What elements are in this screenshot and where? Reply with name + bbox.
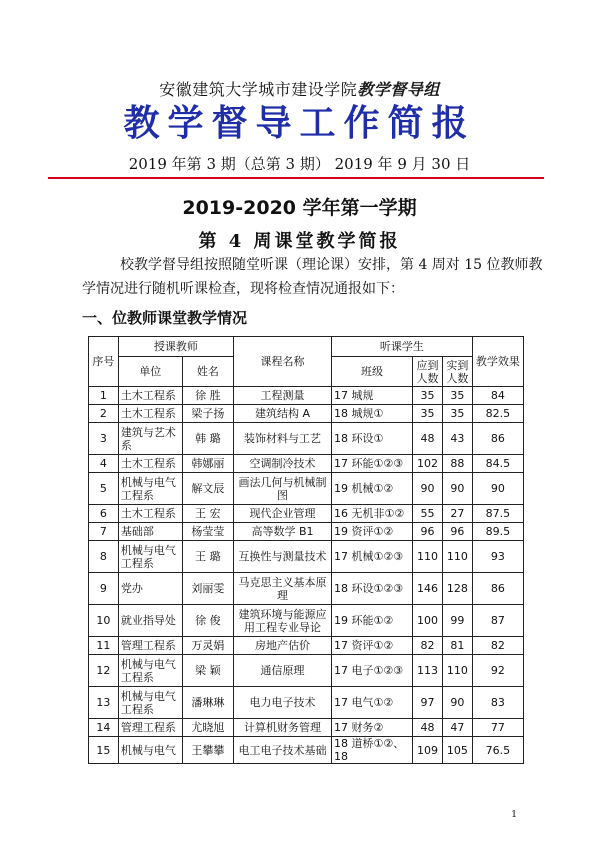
- cell-name: 韩娜丽: [182, 455, 233, 473]
- th-seq: 序号: [89, 337, 119, 387]
- cell-actual: 90: [442, 473, 472, 505]
- cell-seq: 5: [89, 473, 119, 505]
- cell-expected: 35: [413, 387, 443, 405]
- cell-effect: 86: [472, 573, 523, 605]
- cell-name: 王 宏: [182, 505, 233, 523]
- cell-actual: 47: [442, 719, 472, 737]
- cell-effect: 87.5: [472, 505, 523, 523]
- th-teacher: 授课教师: [118, 337, 233, 357]
- group-name: 教学督导组: [357, 80, 440, 99]
- table-row: [89, 687, 524, 719]
- cell-unit: 土木工程系: [118, 405, 182, 423]
- cell-seq: 2: [89, 405, 119, 423]
- cell-unit: 机械与电气工程系: [118, 687, 182, 719]
- table-row: [89, 523, 524, 541]
- cell-effect: 84.5: [472, 455, 523, 473]
- cell-seq: 9: [89, 573, 119, 605]
- cell-course: 互换性与测量技术: [233, 541, 331, 573]
- cell-seq: 6: [89, 505, 119, 523]
- cell-class: 18 道桥①②、18: [332, 737, 413, 764]
- cell-class: 17 电子①②③: [332, 655, 413, 687]
- intro-paragraph: 校教学督导组按照随堂听课（理论课）安排，第 4 周对 15 位教师教学情况进行随机听课检查，现将检查情况通报如下：: [82, 257, 543, 297]
- cell-course: 现代企业管理: [233, 505, 331, 523]
- cell-expected: 100: [413, 605, 443, 637]
- cell-actual: 90: [442, 687, 472, 719]
- table-row: [89, 605, 524, 637]
- cell-class: 17 资评①②: [332, 637, 413, 655]
- cell-seq: 10: [89, 605, 119, 637]
- cell-unit: 土木工程系: [118, 455, 182, 473]
- cell-class: 16 无机非①②: [332, 505, 413, 523]
- cell-class: 19 机械①②: [332, 473, 413, 505]
- issue-line: 2019 年第 3 期（总第 3 期） 2019 年 9 月 30 日: [128, 155, 471, 173]
- cell-expected: 146: [413, 573, 443, 605]
- cell-course: 马克思主义基本原理: [233, 573, 331, 605]
- cell-effect: 92: [472, 655, 523, 687]
- cell-effect: 83: [472, 687, 523, 719]
- th-course: 课程名称: [233, 337, 331, 387]
- cell-actual: 110: [442, 655, 472, 687]
- cell-seq: 8: [89, 541, 119, 573]
- table-row: [89, 637, 524, 655]
- cell-class: 17 财务②: [332, 719, 413, 737]
- cell-name: 解文辰: [182, 473, 233, 505]
- cell-course: 计算机财务管理: [233, 719, 331, 737]
- cell-course: 画法几何与机械制图: [233, 473, 331, 505]
- cell-expected: 97: [413, 687, 443, 719]
- table-row: [89, 541, 524, 573]
- cell-actual: 88: [442, 455, 472, 473]
- cell-name: 杨莹莹: [182, 523, 233, 541]
- cell-name: 万灵娟: [182, 637, 233, 655]
- cell-name: 尤晓旭: [182, 719, 233, 737]
- cell-name: 梁 颖: [182, 655, 233, 687]
- section-heading: 一、位教师课堂教学情况: [82, 309, 248, 327]
- table-row: [89, 473, 524, 505]
- table-row: [89, 455, 524, 473]
- cell-name: 刘丽雯: [182, 573, 233, 605]
- cell-expected: 90: [413, 473, 443, 505]
- cell-unit: 机械与电气: [118, 737, 182, 764]
- cell-course: 建筑结构 A: [233, 405, 331, 423]
- cell-course: 建筑环境与能源应用工程专业导论: [233, 605, 331, 637]
- th-unit: 单位: [118, 357, 182, 387]
- cell-seq: 4: [89, 455, 119, 473]
- page-number: 1: [511, 810, 517, 820]
- cell-course: 装饰材料与工艺: [233, 423, 331, 455]
- cell-unit: 就业指导处: [118, 605, 182, 637]
- cell-unit: 基础部: [118, 523, 182, 541]
- cell-seq: 12: [89, 655, 119, 687]
- cell-unit: 建筑与艺术系: [118, 423, 182, 455]
- cell-effect: 82.5: [472, 405, 523, 423]
- cell-effect: 87: [472, 605, 523, 637]
- cell-course: 工程测量: [233, 387, 331, 405]
- doc-heading-semester: 2019-2020 学年第一学期: [182, 197, 417, 219]
- cell-class: 19 资评①②: [332, 523, 413, 541]
- cell-unit: 机械与电气工程系: [118, 541, 182, 573]
- cell-class: 17 电气①②: [332, 687, 413, 719]
- table-row: [89, 387, 524, 405]
- cell-course: 房地产估价: [233, 637, 331, 655]
- cell-expected: 102: [413, 455, 443, 473]
- th-class: 班级: [332, 357, 413, 387]
- cell-course: 高等数学 B1: [233, 523, 331, 541]
- cell-effect: 86: [472, 423, 523, 455]
- th-students: 听课学生: [332, 337, 473, 357]
- cell-seq: 11: [89, 637, 119, 655]
- cell-course: 电力电子技术: [233, 687, 331, 719]
- cell-unit: 土木工程系: [118, 387, 182, 405]
- cell-effect: 84: [472, 387, 523, 405]
- cell-actual: 27: [442, 505, 472, 523]
- cell-name: 王 璐: [182, 541, 233, 573]
- cell-actual: 105: [442, 737, 472, 764]
- cell-course: 电工电子技术基础: [233, 737, 331, 764]
- cell-seq: 3: [89, 423, 119, 455]
- org-name: 安徽建筑大学城市建设学院: [159, 80, 358, 99]
- cell-seq: 15: [89, 737, 119, 764]
- cell-expected: 109: [413, 737, 443, 764]
- cell-class: 18 环设①: [332, 423, 413, 455]
- cell-expected: 110: [413, 541, 443, 573]
- table-row: [89, 573, 524, 605]
- table-row: [89, 719, 524, 737]
- cell-expected: 96: [413, 523, 443, 541]
- cell-seq: 7: [89, 523, 119, 541]
- doc-heading-week: 第 4 周课堂教学简报: [198, 231, 401, 252]
- cell-actual: 81: [442, 637, 472, 655]
- cell-actual: 35: [442, 405, 472, 423]
- cell-expected: 113: [413, 655, 443, 687]
- cell-unit: 管理工程系: [118, 719, 182, 737]
- table-row: [89, 405, 524, 423]
- table-row: [89, 737, 524, 764]
- cell-seq: 13: [89, 687, 119, 719]
- cell-actual: 43: [442, 423, 472, 455]
- cell-actual: 96: [442, 523, 472, 541]
- cell-unit: 土木工程系: [118, 505, 182, 523]
- cell-class: 17 环能①②③: [332, 455, 413, 473]
- cell-actual: 128: [442, 573, 472, 605]
- cell-name: 潘琳琳: [182, 687, 233, 719]
- cell-effect: 76.5: [472, 737, 523, 764]
- cell-actual: 110: [442, 541, 472, 573]
- cell-name: 王攀攀: [182, 737, 233, 764]
- cell-name: 梁子扬: [182, 405, 233, 423]
- inspection-table: [88, 336, 524, 764]
- cell-unit: 机械与电气工程系: [118, 655, 182, 687]
- cell-unit: 机械与电气工程系: [118, 473, 182, 505]
- cell-course: 空调制冷技术: [233, 455, 331, 473]
- cell-class: 17 城规: [332, 387, 413, 405]
- cell-name: 徐 胜: [182, 387, 233, 405]
- cell-seq: 14: [89, 719, 119, 737]
- cell-unit: 党办: [118, 573, 182, 605]
- th-actual: 实到人数: [442, 357, 472, 387]
- cell-class: 17 机械①②③: [332, 541, 413, 573]
- cell-expected: 82: [413, 637, 443, 655]
- cell-expected: 48: [413, 719, 443, 737]
- cell-expected: 35: [413, 405, 443, 423]
- cell-effect: 82: [472, 637, 523, 655]
- cell-effect: 89.5: [472, 523, 523, 541]
- cell-expected: 55: [413, 505, 443, 523]
- th-expected: 应到人数: [413, 357, 443, 387]
- table-row: [89, 655, 524, 687]
- table-row: [89, 423, 524, 455]
- table-body: [89, 387, 524, 764]
- cell-name: 韩 璐: [182, 423, 233, 455]
- cell-name: 徐 俊: [182, 605, 233, 637]
- cell-expected: 48: [413, 423, 443, 455]
- cell-class: 18 城规①: [332, 405, 413, 423]
- cell-course: 通信原理: [233, 655, 331, 687]
- cell-actual: 99: [442, 605, 472, 637]
- table-row: [89, 505, 524, 523]
- cell-effect: 93: [472, 541, 523, 573]
- cell-effect: 90: [472, 473, 523, 505]
- red-divider: [48, 177, 544, 179]
- cell-actual: 35: [442, 387, 472, 405]
- cell-effect: 77: [472, 719, 523, 737]
- bulletin-title: 教学督导工作简报: [123, 102, 476, 144]
- cell-unit: 管理工程系: [118, 637, 182, 655]
- th-effect: 教学效果: [472, 337, 523, 387]
- cell-class: 19 环能①②: [332, 605, 413, 637]
- cell-seq: 1: [89, 387, 119, 405]
- th-name: 姓名: [182, 357, 233, 387]
- cell-class: 18 环设①②③: [332, 573, 413, 605]
